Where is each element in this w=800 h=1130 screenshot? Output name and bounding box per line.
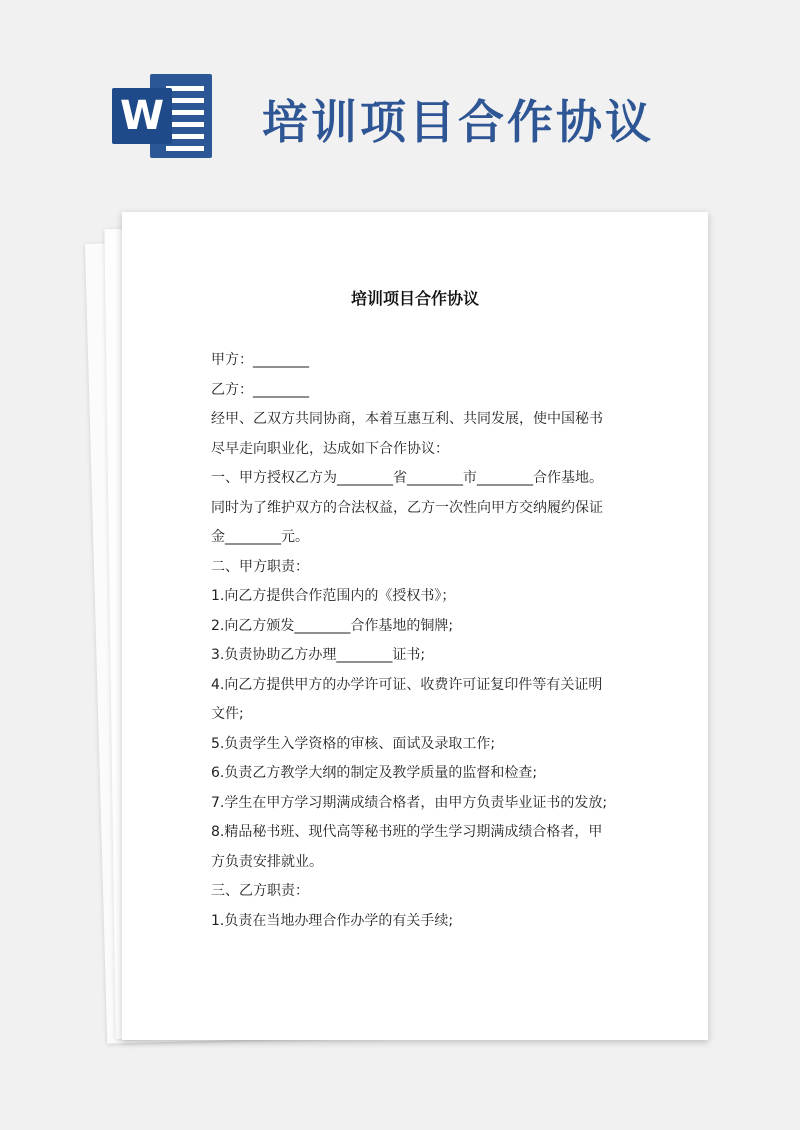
document-line: 三、乙方职责： [211,883,309,899]
document-line: 一、甲方授权乙方为________省________市________合作基地。 [211,470,603,486]
document-line: 二、甲方职责： [211,558,309,575]
document-line: 方负责安排就业。 [211,853,323,870]
document-title: 培训项目合作协议 [350,289,479,308]
document-line: 金________元。 [211,529,309,545]
document-line: 7.学生在甲方学习期满成绩合格者，由甲方负责毕业证书的发放; [211,794,608,811]
word-document-icon [112,74,212,158]
document-line: 乙方：________ [211,381,309,398]
document-line: 8.精品秘书班、现代高等秘书班的学生学习期满成绩合格者，甲 [211,824,603,840]
document-line: 文件; [211,706,244,722]
document-line: 甲方：________ [211,352,309,368]
document-line: 3.负责协助乙方办理________证书; [211,647,426,663]
document-page [122,212,708,1040]
document-line: 经甲、乙双方共同协商，本着互惠互利、共同发展，使中国秘书 [211,411,603,427]
document-line: 6.负责乙方教学大纲的制定及教学质量的监督和检查; [211,765,538,781]
document-line: 4.向乙方提供甲方的办学许可证、收费许可证复印件等有关证明 [211,676,603,693]
document-line: 1.向乙方提供合作范围内的《授权书》； [211,588,456,604]
document-line: 尽早走向职业化，达成如下合作协议： [211,440,449,457]
document-body [211,346,631,936]
page-title: 培训项目合作协议 [262,95,654,149]
document-line: 2.向乙方颁发________合作基地的铜牌; [211,617,454,634]
document-line: 1.负责在当地办理合作办学的有关手续; [211,912,454,929]
document-line: 5.负责学生入学资格的审核、面试及录取工作; [211,735,496,752]
word-letter-badge: W [112,88,172,144]
header [0,0,800,200]
document-line: 同时为了维护双方的合法权益，乙方一次性向甲方交纳履约保证 [211,499,603,516]
